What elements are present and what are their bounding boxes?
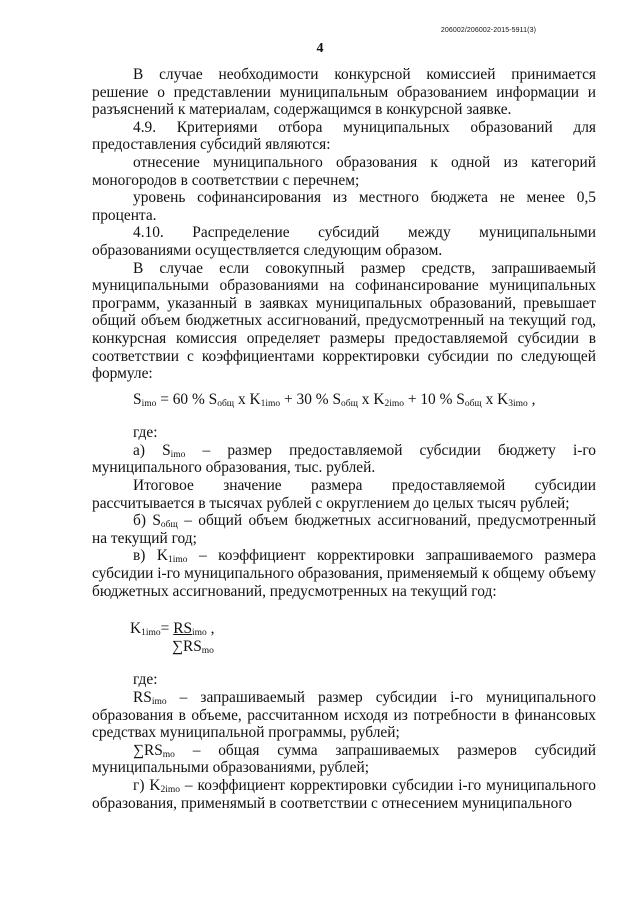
- paragraph-criterion-cofinancing: уровень софинансирования из местного бюджета не менее 0,5 процента.: [92, 189, 596, 224]
- document-body: [92, 66, 596, 812]
- document-number: 206002/206002-2015-5911(3): [440, 27, 536, 34]
- paragraph-distribution-rule: В случае если совокупный размер средств, запрашиваемый муниципальными образованиями на софинансирование муниципальных программ, указанный в заявках муниципальных образований, превышает общий объем бюджетных ассигнований, предусмотренный на текущий год, конкурсная комиссия определяет размеры предоставляемой субсидии в соответствии с коэффициентами корректировки субсидии по следующей формуле:: [92, 259, 596, 383]
- definition-v: в) $K_{1imo}$ – коэффициент корректировки запрашиваемого размера субсидии i-го муниципального образования, применяемый к общему объему бюджетных ассигнований, предусмотренных на текущий год:: [92, 547, 596, 600]
- label-where-2: где:: [133, 671, 158, 689]
- paragraph-criterion-monotown: отнесение муниципального образования к одной из категорий моногородов в соответствии с перечнем;: [92, 153, 596, 189]
- paragraph-4-9: 4.9. Критериями отбора муниципальных образований для предоставления субсидий являются:: [92, 118, 596, 154]
- definition-b: б) $S_{общ}$ – общий объем бюджетных ассигнований, предусмотренный на текущий год;: [92, 512, 596, 547]
- formula-subsidy: $S_{imo} = 60$ % $S_{общ}$ x $K_{1imo} + 30$ % $S_{общ}$ x $K_{2imo} + 10$ % $S_{общ}$ x $K_{3imo}$ ,: [133, 390, 536, 409]
- definition-g: г) $K_{2imo}$ – коэффициент корректировки субсидии i-го муниципального образования, применямый в соответствии с отнесением муниципального: [92, 776, 597, 812]
- paragraph-rounding: Итоговое значение размера предоставляемой субсидии рассчитывается в тысячах рублей с округлением до целых тысяч рублей;: [92, 477, 596, 512]
- definition-sum-rs: $\sum RS_{mo}$ – общая сумма запрашиваемых размеров субсидий муниципальными образованиями, рублей;: [92, 741, 596, 777]
- label-where-1: где:: [133, 424, 158, 442]
- definition-a: а) $S_{imo}$ – размер предоставляемой субсидии бюджету i-го муниципального образования, тыс. рублей.: [92, 441, 596, 477]
- formula-k1: $K_{1imo}= RS_{imo}$ ,: [130, 620, 215, 639]
- page-number: 4: [316, 41, 324, 56]
- paragraph-4-10: 4.10. Распределение субсидий между муниципальными образованиями осуществляется следующим образом.: [92, 224, 596, 259]
- paragraph-commission-decision: В случае необходимости конкурсной комиссией принимается решение о представлении муниципальным образованием информации и разъяснений к материалам, содержащимся в конкурсной заявке.: [92, 66, 596, 119]
- definition-rs: $RS_{imo}$ – запрашиваемый размер субсидии i-го муниципального образования в объеме, рассчитанном исходя из потребности в финансовых средствах муниципальной программы, рублей;: [92, 689, 596, 742]
- formula-k1-denominator: $\sum RS_{mo}$: [172, 637, 214, 656]
